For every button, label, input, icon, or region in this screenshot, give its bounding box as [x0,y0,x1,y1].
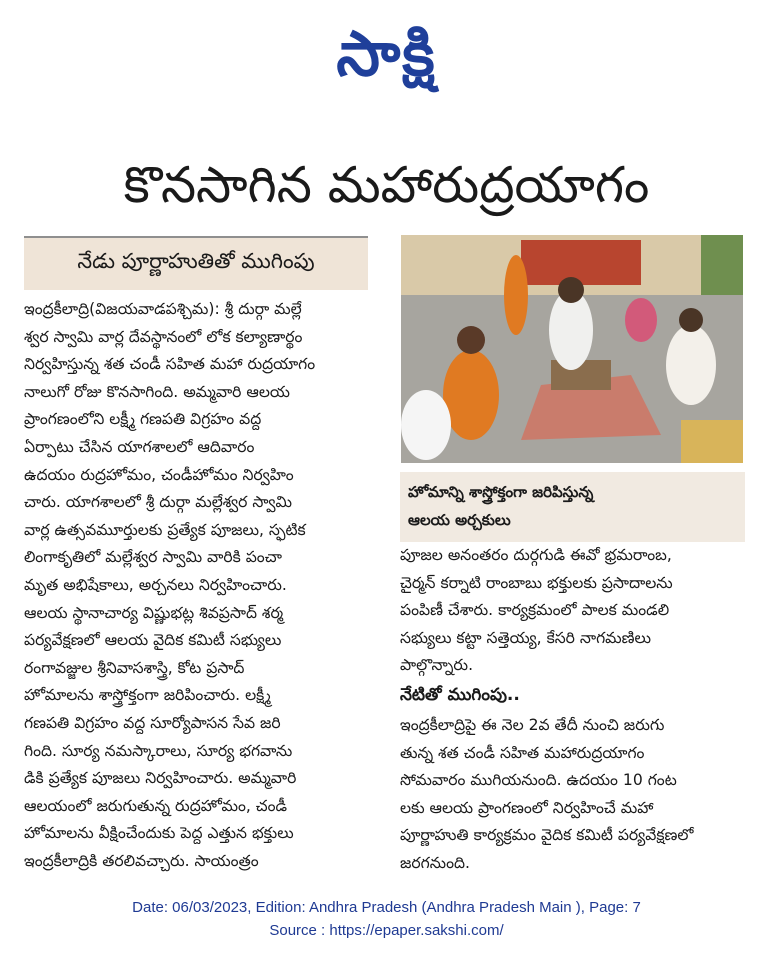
article-line: ఆలయంలో జరుగుతున్న రుద్రహోమం, చండీ [24,796,288,815]
article-line: గణపతి విగ్రహం వద్ద సూర్యోపాసన సేవ జరి [24,713,281,732]
article-line: చైర్మన్ కర్నాటి రాంబాబు భక్తులకు ప్రసాదాలను [400,573,673,592]
article-line: ప్రాంగణంలోని లక్ష్మీ గణపతి విగ్రహం వద్ద [24,410,262,429]
right-article-column-a [400,542,745,680]
article-line: పాల్గొన్నారు. [400,656,474,675]
homam-photo-illustration [401,235,743,463]
kicker-box [24,236,368,290]
footer-source: Source : https://epaper.sakshi.com/ [269,922,504,939]
article-line: జరగనుంది. [400,853,470,872]
footer-date-edition: Date: 06/03/2023, Edition: Andhra Pradesh (Andhra Pradesh Main ), Page: 7 [132,899,641,916]
article-line: చారు. యాగశాలలో శ్రీ దుర్గా మల్లేశ్వర స్వామి [24,493,293,512]
article-line: ఆలయ స్థానాచార్య విష్ణుభట్ల శివప్రసాద్ శర్మ [24,603,284,622]
article-line: వార్ల ఉత్సవమూర్తులకు ప్రత్యేక పూజలు, స్ఫటిక [24,520,306,539]
article-line: రంగావజ్జుల శ్రీనివాసశాస్త్రి, కోట ప్రసాద్ [24,658,245,677]
kicker-text: నేడు పూర్ణాహుతితో ముగింపు [77,249,315,273]
article-line: శ్వర స్వామి వార్ల దేవస్థానంలో లోక కల్యాణార్థం [24,327,303,346]
article-line: హోమాలను శాస్త్రోక్తంగా జరిపించారు. లక్ష్మీ [24,686,271,705]
article-line: ఇంద్రకీలాద్రి(విజయవాడపశ్చిమ): శ్రీ దుర్గా మల్లే [24,300,302,318]
article-line: సోమవారం ముగియనుంది. ఉదయం 10 గంట [400,771,677,790]
article-line: హోమాలను వీక్షించేందుకు పెద్ద ఎత్తున భక్తులు [24,824,294,843]
article-line: డికి ప్రత్యేక పూజలు నిర్వహించారు. అమ్మవారి [24,769,297,788]
article-line: సభ్యులు కట్టా సత్తెయ్య, కేసరి నాగమణిలు [400,628,651,647]
caption-line: ఆలయ అర్చకులు [408,511,511,529]
left-article-column [24,296,368,875]
article-line: లకు ఆలయ ప్రాంగణంలో నిర్వహించే మహా [400,798,654,817]
article-line: మృత అభిషేకాలు, అర్చనలు నిర్వహించారు. [24,575,287,594]
article-line: గింది. సూర్య నమస్కారాలు, సూర్య భగవాను [24,741,293,760]
article-line: నాలుగో రోజు కొనసాగింది. అమ్మవారి ఆలయ [24,382,290,401]
article-line: లింగాకృతిలో మల్లేశ్వర స్వామి వారికి పంచా [24,548,282,567]
article-line: నిర్వహిస్తున్న శత చండీ సహిత మహా రుద్రయాగం [24,355,316,374]
page-footer [0,896,773,942]
page-headline: కొనసాగిన మహారుద్రయాగం [123,156,650,214]
article-line: పంపిణీ చేశారు. కార్యక్రమంలో పాలక మండలి [400,601,670,620]
masthead-logo: సాక్షి [336,17,437,90]
article-line: తున్న శత చండీ సహిత మహారుద్రయాగం [400,743,645,762]
article-line: ఇంద్రకీలాద్రికి తరలివచ్చారు. సాయంత్రం [24,851,259,870]
article-line: ఇంద్రకీలాద్రిపై ఈ నెల 2వ తేదీ నుంచి జరుగు [400,716,665,734]
subhead: నేటితో ముగింపు.. [400,685,520,705]
article-line: పూర్ణాహుతి కార్యక్రమం వైదిక కమిటీ పర్యవేక్షణలో [400,826,694,845]
right-article-column-b [400,712,745,878]
photo-caption [400,472,745,542]
article-line: ఉదయం రుద్రహోమం, చండీహోమం నిర్వహిం [24,465,294,484]
article-line: పూజల అనంతరం దుర్గగుడి ఈవో భ్రమరాంబ, [400,546,672,564]
news-photo [401,235,743,463]
article-line: ఏర్పాటు చేసిన యాగశాలలో ఆదివారం [24,437,255,456]
caption-line: హోమాన్ని శాస్త్రోక్తంగా జరిపిస్తున్న [408,483,594,501]
article-line: పర్యవేక్షణలో ఆలయ వైదిక కమిటీ సభ్యులు [24,631,282,650]
